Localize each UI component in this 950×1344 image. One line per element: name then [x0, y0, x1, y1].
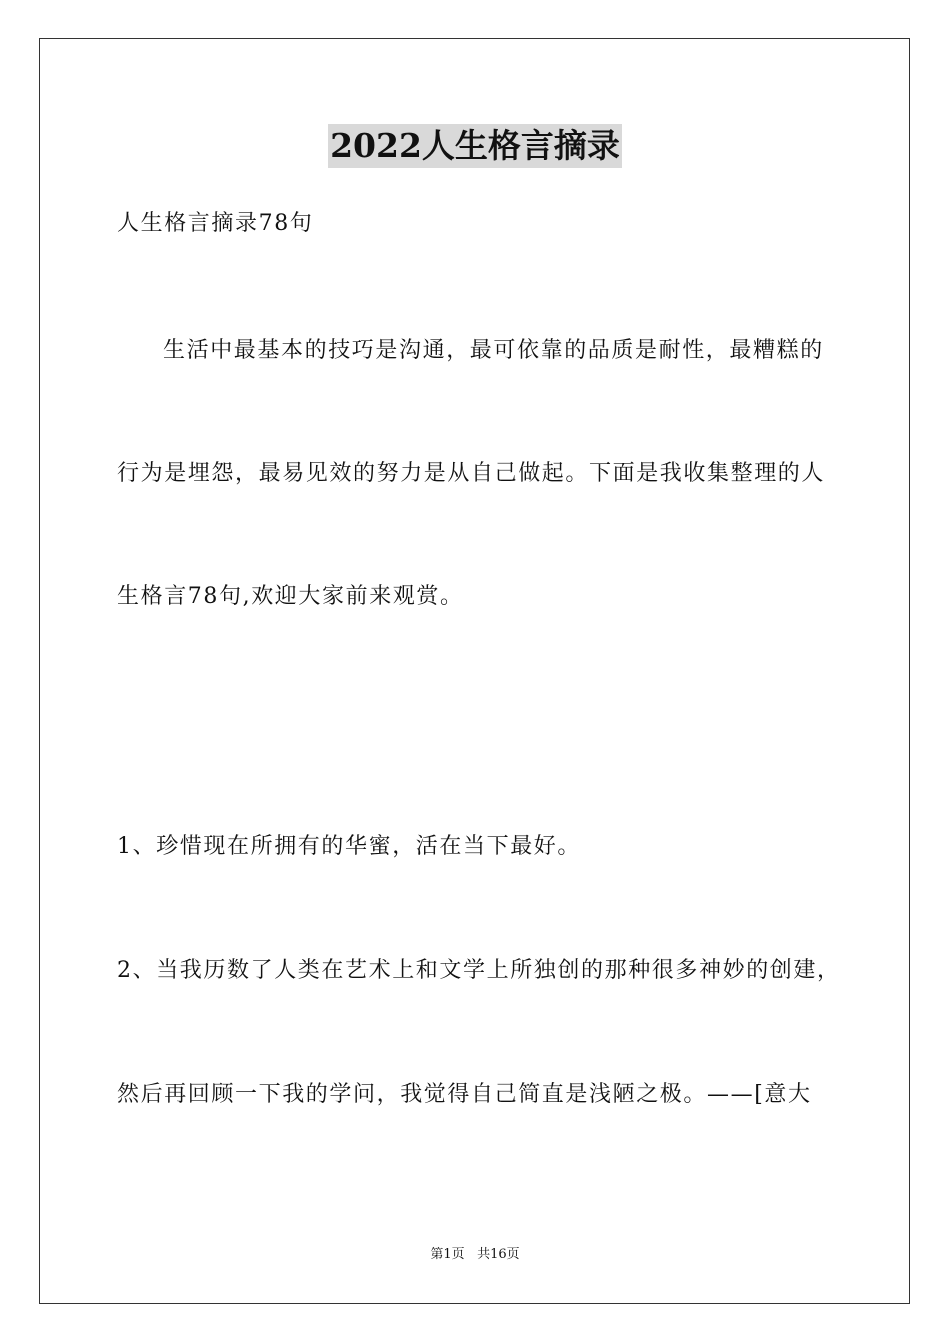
subtitle: 人生格言摘录78句: [117, 211, 314, 236]
intro-line-3: 生格言78句,欢迎大家前来观赏。: [117, 584, 464, 609]
quote-item-2-line-2: 然后再回顾一下我的学问，我觉得自己简直是浅陋之极。——[意大: [117, 1082, 812, 1107]
page-number: 第1页: [430, 1247, 465, 1262]
document-title: 2022人生格言摘录: [328, 124, 622, 168]
title-container: [0, 124, 950, 168]
total-pages: 共16页: [477, 1247, 520, 1262]
page-footer: [0, 1246, 950, 1264]
intro-line-2: 行为是埋怨，最易见效的努力是从自己做起。下面是我收集整理的人: [117, 461, 826, 486]
quote-item-2-line-1: 2、当我历数了人类在艺术上和文学上所独创的那种很多神妙的创建，: [117, 958, 841, 983]
quote-item-1-line-1: 1、珍惜现在所拥有的华蜜，活在当下最好。: [117, 834, 581, 859]
intro-line-1: 生活中最基本的技巧是沟通，最可依靠的品质是耐性，最糟糕的: [163, 338, 824, 363]
